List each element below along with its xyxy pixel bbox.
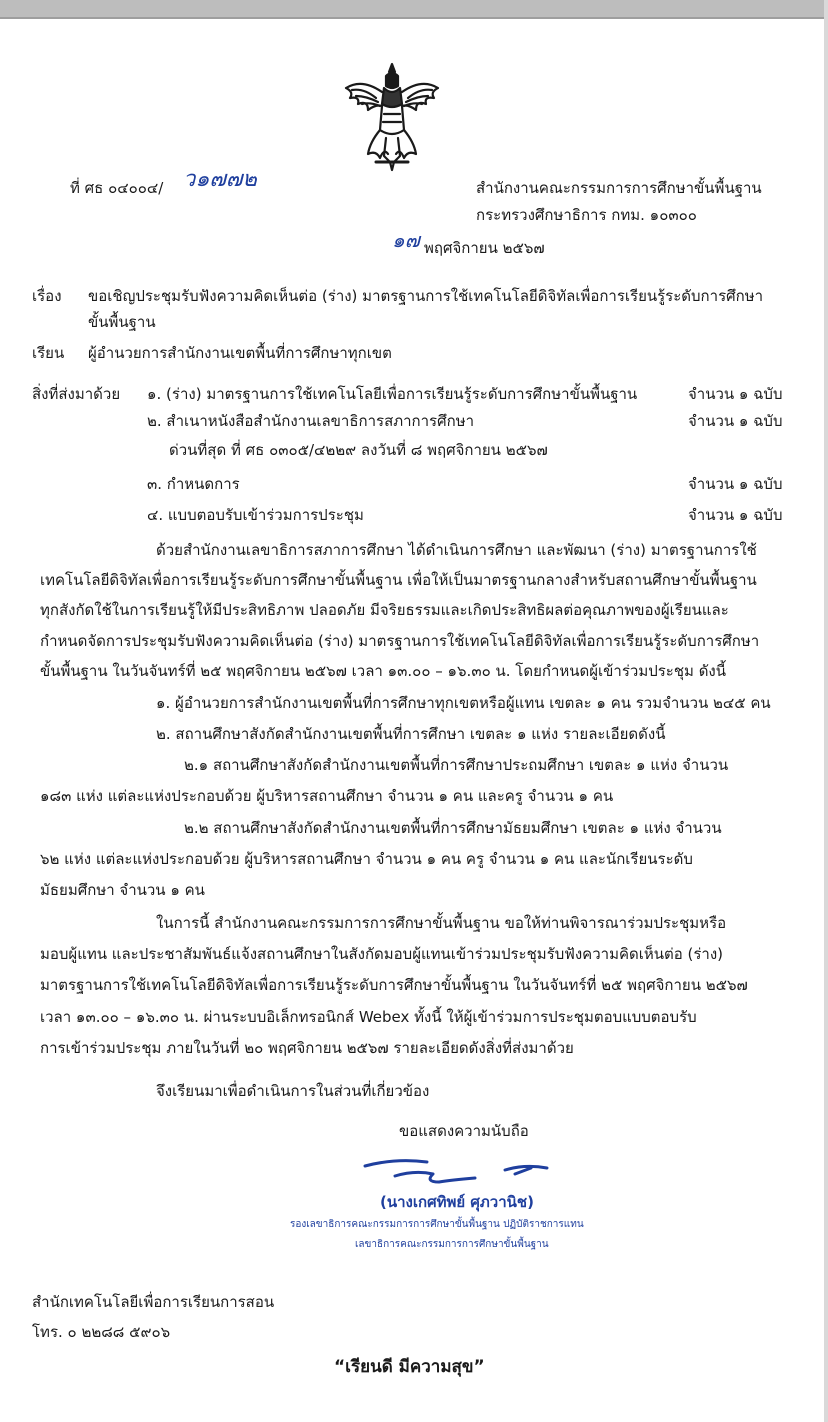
window-top-bar bbox=[0, 0, 828, 19]
signatory-name: (นางเกศทิพย์ ศุภวานิช) bbox=[380, 1193, 534, 1211]
subject-label: เรื่อง bbox=[32, 287, 62, 305]
handwritten-date-day: ๑๗ bbox=[392, 228, 420, 252]
enclosure-item-detail: ด่วนที่สุด ที่ ศธ ๐๓๐๕/๔๒๒๙ ลงวันที่ ๘ พฤศจิกายน ๒๕๖๗ bbox=[169, 441, 548, 459]
subject-line-1: ขอเชิญประชุมรับฟังความคิดเห็นต่อ (ร่าง) มาตรฐานการใช้เทคโนโลยีดิจิทัลเพื่อการเรียนรู้ระดับการศึกษา bbox=[88, 287, 764, 305]
enclosures-label: สิ่งที่ส่งมาด้วย bbox=[32, 385, 121, 403]
body-paragraph-2-line: ในการนี้ สำนักงานคณะกรรมการการศึกษาขั้นพื้นฐาน ขอให้ท่านพิจารณาร่วมประชุมหรือ bbox=[156, 914, 727, 932]
handwritten-reference-number: ว๑๗๗๒ bbox=[183, 167, 257, 192]
recipient-label: เรียน bbox=[32, 344, 65, 362]
enclosure-item: ๓. กำหนดการ bbox=[147, 475, 240, 493]
signature-icon bbox=[355, 1148, 565, 1188]
signatory-title-1: รองเลขาธิการคณะกรรมการการศึกษาขั้นพื้นฐาน ปฏิบัติราชการแทน bbox=[290, 1219, 584, 1230]
participant-subitem: ๒.๑ สถานศึกษาสังกัดสำนักงานเขตพื้นที่การศึกษาประถมศึกษา เขตละ ๑ แห่ง จำนวน bbox=[184, 756, 729, 774]
body-paragraph-2-line: มาตรฐานการใช้เทคโนโลยีดิจิทัลเพื่อการเรียนรู้ระดับการศึกษาขั้นพื้นฐาน ในวันจันทร์ที่ ๒๕ พฤศจิกายน ๒๕๖๗ bbox=[40, 976, 748, 994]
body-paragraph-1-line: ขั้นพื้นฐาน ในวันจันทร์ที่ ๒๕ พฤศจิกายน ๒๕๖๗ เวลา ๑๓.๐๐ – ๑๖.๓๐ น. โดยกำหนดผู้เข้าร่วมประชุม ดังนี้ bbox=[40, 662, 727, 680]
slogan: “เรียนดี มีความสุข” bbox=[334, 1357, 485, 1377]
enclosure-item: ๑. (ร่าง) มาตรฐานการใช้เทคโนโลยีเพื่อการเรียนรู้ระดับการศึกษาขั้นพื้นฐาน bbox=[147, 385, 638, 403]
recipient-text: ผู้อำนวยการสำนักงานเขตพื้นที่การศึกษาทุกเขต bbox=[88, 344, 392, 362]
body-paragraph-1-line: ด้วยสำนักงานเลขาธิการสภาการศึกษา ได้ดำเนินการศึกษา และพัฒนา (ร่าง) มาตรฐานการใช้ bbox=[156, 541, 757, 559]
body-paragraph-2-line: เวลา ๑๓.๐๐ – ๑๖.๓๐ น. ผ่านระบบอิเล็กทรอนิกส์ Webex ทั้งนี้ ให้ผู้เข้าร่วมการประชุมตอบแบบตอบรับ bbox=[40, 1008, 697, 1026]
enclosure-quantity: จำนวน ๑ ฉบับ bbox=[688, 412, 783, 430]
closing-sentence: จึงเรียนมาเพื่อดำเนินการในส่วนที่เกี่ยวข้อง bbox=[156, 1082, 430, 1100]
participant-item: ๑. ผู้อำนวยการสำนักงานเขตพื้นที่การศึกษาทุกเขตหรือผู้แทน เขตละ ๑ คน รวมจำนวน ๒๔๕ คน bbox=[156, 694, 771, 712]
participant-item: ๒. สถานศึกษาสังกัดสำนักงานเขตพื้นที่การศึกษา เขตละ ๑ แห่ง รายละเอียดดังนี้ bbox=[156, 725, 666, 743]
document-date: พฤศจิกายน ๒๕๖๗ bbox=[424, 239, 545, 257]
garuda-emblem-icon bbox=[340, 58, 444, 176]
complimentary-close: ขอแสดงความนับถือ bbox=[399, 1122, 529, 1140]
participant-subitem: มัธยมศึกษา จำนวน ๑ คน bbox=[40, 881, 205, 899]
document-reference-number: ที่ ศธ ๐๔๐๐๔/ bbox=[70, 179, 164, 197]
issuing-office: สำนักเทคโนโลยีเพื่อการเรียนการสอน bbox=[32, 1293, 275, 1311]
agency-address: กระทรวงศึกษาธิการ กทม. ๑๐๓๐๐ bbox=[476, 206, 697, 224]
body-paragraph-2-line: มอบผู้แทน และประชาสัมพันธ์แจ้งสถานศึกษาในสังกัดมอบผู้แทนเข้าร่วมประชุมรับฟังความคิดเห็นต่อ (ร่าง) bbox=[40, 945, 724, 963]
body-paragraph-1-line: กำหนดจัดการประชุมรับฟังความคิดเห็นต่อ (ร่าง) มาตรฐานการใช้เทคโนโลยีดิจิทัลเพื่อการเรียนรู้ระดับการศึกษา bbox=[40, 632, 760, 650]
participant-subitem: ๒.๒ สถานศึกษาสังกัดสำนักงานเขตพื้นที่การศึกษามัธยมศึกษา เขตละ ๑ แห่ง จำนวน bbox=[184, 819, 722, 837]
body-paragraph-1-line: เทคโนโลยีดิจิทัลเพื่อการเรียนรู้ระดับการศึกษาขั้นพื้นฐาน เพื่อให้เป็นมาตรฐานกลางสำหรับสถานศึกษาขั้นพื้นฐาน bbox=[40, 571, 757, 589]
body-paragraph-1-line: ทุกสังกัดใช้ในการเรียนรู้ให้มีประสิทธิภาพ ปลอดภัย มีจริยธรรมและเกิดประสิทธิผลต่อคุณภาพของผู้เรียนและ bbox=[40, 601, 729, 619]
enclosure-quantity: จำนวน ๑ ฉบับ bbox=[688, 385, 783, 403]
page-edge-shadow bbox=[824, 0, 828, 1422]
enclosure-item: ๔. แบบตอบรับเข้าร่วมการประชุม bbox=[147, 506, 364, 524]
enclosure-quantity: จำนวน ๑ ฉบับ bbox=[688, 475, 783, 493]
enclosure-quantity: จำนวน ๑ ฉบับ bbox=[688, 506, 783, 524]
body-paragraph-2-line: การเข้าร่วมประชุม ภายในวันที่ ๒๐ พฤศจิกายน ๒๕๖๗ รายละเอียดดังสิ่งที่ส่งมาด้วย bbox=[40, 1039, 574, 1057]
agency-name: สำนักงานคณะกรรมการการศึกษาขั้นพื้นฐาน bbox=[476, 179, 762, 197]
subject-line-2: ขั้นพื้นฐาน bbox=[88, 313, 156, 331]
participant-subitem: ๖๒ แห่ง แต่ละแห่งประกอบด้วย ผู้บริหารสถานศึกษา จำนวน ๑ คน ครู จำนวน ๑ คน และนักเรียนระดับ bbox=[40, 850, 693, 868]
signatory-title-2: เลขาธิการคณะกรรมการการศึกษาขั้นพื้นฐาน bbox=[355, 1239, 549, 1250]
office-phone: โทร. ๐ ๒๒๘๘ ๕๙๐๖ bbox=[32, 1323, 171, 1341]
participant-subitem: ๑๘๓ แห่ง แต่ละแห่งประกอบด้วย ผู้บริหารสถานศึกษา จำนวน ๑ คน และครู จำนวน ๑ คน bbox=[40, 787, 614, 805]
enclosure-item: ๒. สำเนาหนังสือสำนักงานเลขาธิการสภาการศึกษา bbox=[147, 412, 475, 430]
